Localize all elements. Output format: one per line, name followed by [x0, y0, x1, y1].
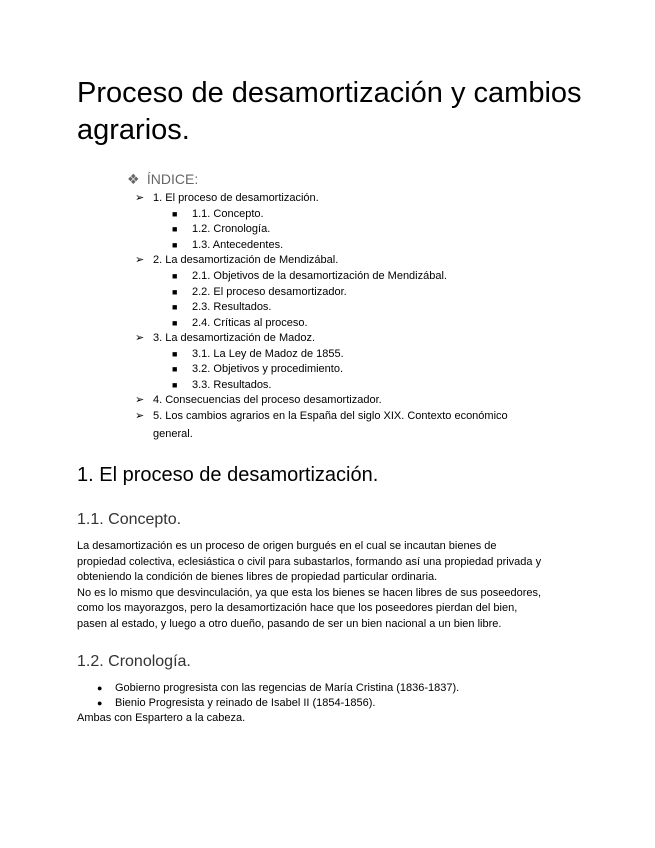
cronologia-note: Ambas con Espartero a la cabeza.	[77, 712, 246, 724]
toc-subitem-label: 1.2. Cronología.	[192, 223, 271, 235]
square-bullet-icon: ■	[172, 380, 178, 390]
bullet-icon: ●	[97, 698, 103, 708]
toc-item-label-continued: general.	[153, 428, 193, 440]
toc-subitem-label: 3.1. La Ley de Madoz de 1855.	[192, 348, 344, 360]
toc-subitem-1-3	[172, 238, 284, 252]
arrow-icon: ➢	[135, 394, 145, 406]
toc-subitem-3-1	[172, 347, 344, 361]
bullet-icon: ●	[97, 683, 103, 693]
bullet-text: Gobierno progresista con las regencias de María Cristina (1836-1837).	[115, 682, 460, 694]
toc-subitem-2-1	[172, 269, 447, 283]
paragraph-line: propiedad colectiva, eclesiástica o civil para subastarlos, formando así una propiedad privada y	[77, 555, 542, 568]
subsection-heading-concepto: 1.1. Concepto.	[77, 511, 182, 528]
square-bullet-icon: ■	[172, 224, 178, 234]
bullet-item-2	[97, 696, 376, 710]
toc-subitem-label: 2.2. El proceso desamortizador.	[192, 286, 347, 298]
document-title: Proceso de desamortización y cambios agrarios.	[77, 77, 582, 146]
diamond-icon: ❖	[127, 171, 140, 187]
toc-item-5-continued	[153, 427, 193, 441]
toc-subitem-1-1	[172, 207, 264, 221]
square-bullet-icon: ■	[172, 287, 178, 297]
paragraph-line: La desamortización es un proceso de origen burgués en el cual se incautan bienes de	[77, 540, 497, 552]
square-bullet-icon: ■	[172, 209, 178, 219]
toc-subitem-1-2	[172, 222, 271, 236]
arrow-icon: ➢	[135, 410, 145, 422]
toc-item-3	[135, 331, 316, 345]
paragraph-concepto	[77, 539, 577, 632]
toc-subitem-2-4	[172, 316, 308, 330]
bullet-text: Bienio Progresista y reinado de Isabel II (1854-1856).	[115, 697, 376, 709]
toc-subitem-label: 2.1. Objetivos de la desamortización de Mendizábal.	[192, 270, 447, 282]
subsection-heading-cronologia: 1.2. Cronología.	[77, 653, 191, 670]
toc-item-1	[135, 191, 319, 205]
square-bullet-icon: ■	[172, 349, 178, 359]
toc-item-2	[135, 253, 339, 267]
toc-item-label: 3. La desamortización de Madoz.	[153, 332, 316, 344]
toc-subitem-label: 1.3. Antecedentes.	[192, 239, 284, 251]
arrow-icon: ➢	[135, 254, 145, 266]
toc-heading	[127, 170, 198, 188]
toc-subitem-label: 2.3. Resultados.	[192, 301, 272, 313]
paragraph-line: pasen al estado, y luego a otro dueño, pasando de ser un bien nacional a un bien libre.	[77, 617, 502, 630]
toc-item-4	[135, 393, 382, 407]
toc-subitem-label: 2.4. Críticas al proceso.	[192, 317, 308, 329]
square-bullet-icon: ■	[172, 364, 178, 374]
square-bullet-icon: ■	[172, 318, 178, 328]
square-bullet-icon: ■	[172, 271, 178, 281]
toc-subitem-label: 3.2. Objetivos y procedimiento.	[192, 363, 344, 375]
toc-item-5	[135, 409, 508, 423]
paragraph-line: obteniendo la condición de bienes libres de propiedad particular ordinaria.	[77, 571, 438, 583]
toc-item-label: 1. El proceso de desamortización.	[153, 192, 319, 204]
toc-subitem-label: 3.3. Resultados.	[192, 379, 272, 391]
arrow-icon: ➢	[135, 332, 145, 344]
arrow-icon: ➢	[135, 192, 145, 204]
square-bullet-icon: ■	[172, 302, 178, 312]
toc-subitem-label: 1.1. Concepto.	[192, 208, 264, 220]
toc-subitem-3-3	[172, 378, 272, 392]
toc-subitem-2-3	[172, 300, 272, 314]
bullet-item-1	[97, 681, 460, 695]
toc-item-label: 5. Los cambios agrarios en la España del siglo XIX. Contexto económico	[153, 410, 508, 422]
section-heading: 1. El proceso de desamortización.	[77, 464, 379, 486]
toc-subitem-3-2	[172, 362, 344, 376]
toc-subitem-2-2	[172, 285, 347, 299]
paragraph-line: No es lo mismo que desvinculación, ya que esta los bienes se hacen libres de sus poseedores,	[77, 586, 542, 599]
toc-item-label: 4. Consecuencias del proceso desamortizador.	[153, 394, 382, 406]
paragraph-line: como los mayorazgos, pero la desamortización hace que los poseedores pierdan del bien,	[77, 602, 518, 614]
toc-heading-label: ÍNDICE:	[146, 171, 199, 187]
square-bullet-icon: ■	[172, 240, 178, 250]
toc-item-label: 2. La desamortización de Mendizábal.	[153, 254, 339, 266]
